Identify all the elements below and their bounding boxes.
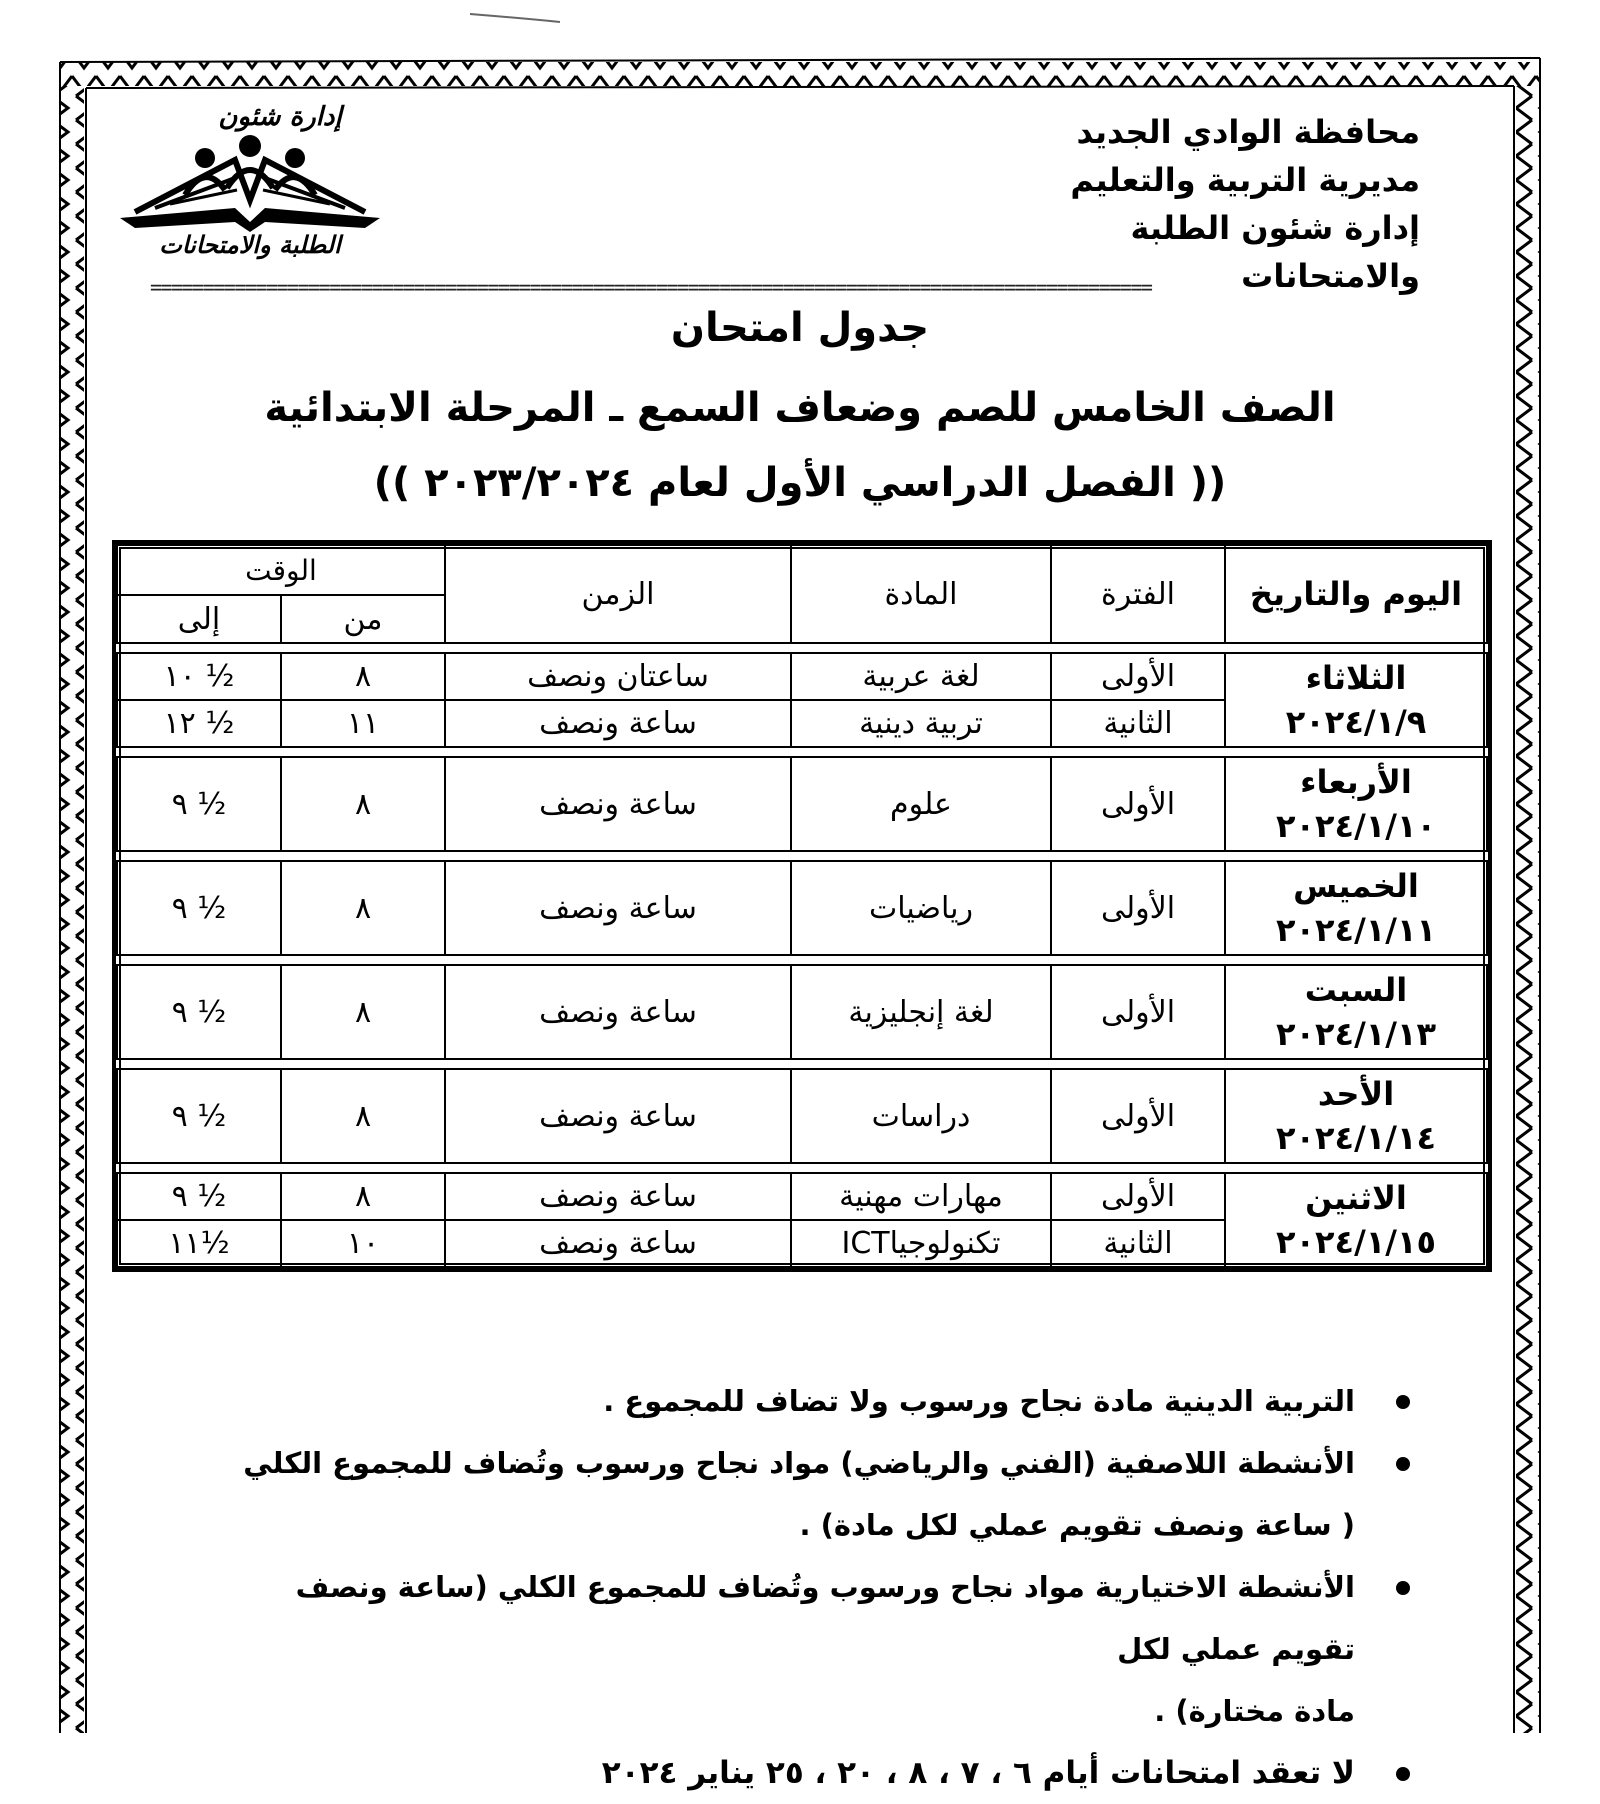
table-row — [117, 1069, 1487, 1163]
subject-cell: مهارات مهنية — [791, 1173, 1051, 1220]
note-extracurricular: الأنشطة اللاصفية (الفني والرياضي) مواد نجاح ورسوب وتُضاف للمجموع الكلي — [210, 1432, 1410, 1494]
document-title: جدول امتحان — [670, 305, 930, 351]
exam-date: ٢٠٢٤/١/٩ — [1285, 703, 1427, 741]
table-row — [117, 653, 1487, 700]
exam-date: ٢٠٢٤/١/١٤ — [1275, 1119, 1437, 1157]
day-name: الاثنين — [1305, 1179, 1407, 1217]
note-religion: التربية الدينية مادة نجاح ورسوب ولا تضاف للمجموع . — [210, 1370, 1410, 1432]
table-row — [117, 861, 1487, 955]
note-extracurricular-cont: ( ساعة ونصف تقويم عملي لكل مادة) . — [799, 1508, 1355, 1542]
table-row — [117, 757, 1487, 851]
day-separator — [117, 747, 1487, 757]
day-separator — [117, 1163, 1487, 1173]
separator-cell — [117, 955, 1487, 965]
logo-bottom-text: الطلبة والامتحانات — [159, 230, 341, 259]
header-day-date-label: اليوم والتاريخ — [1249, 575, 1463, 613]
time-from-cell: ١١ — [281, 700, 445, 747]
period-cell: الأولى — [1051, 1069, 1225, 1163]
table-row — [117, 1173, 1487, 1220]
note-no-exam-days: لا تعقد امتحانات أيام ٦ ، ٧ ، ٨ ، ٢٠ ، ٢٥ يناير ٢٠٢٤ — [210, 1742, 1410, 1804]
duration-cell: ساعة ونصف — [445, 1173, 791, 1220]
time-to-cell: ١٠ ½ — [117, 653, 281, 700]
time-from-cell: ٨ — [281, 861, 445, 955]
day-date-cell — [1225, 757, 1487, 851]
duration-cell: ساعة ونصف — [445, 700, 791, 747]
duration-cell: ساعة ونصف — [445, 1220, 791, 1267]
exam-date: ٢٠٢٤/١/١٣ — [1275, 1015, 1437, 1053]
header-period: الفترة — [1051, 545, 1225, 643]
day-separator — [117, 643, 1487, 653]
separator-cell — [117, 851, 1487, 861]
time-to-cell: ١٢ ½ — [117, 700, 281, 747]
period-cell: الأولى — [1051, 861, 1225, 955]
separator-cell — [117, 1059, 1487, 1069]
time-from-cell: ٨ — [281, 965, 445, 1059]
time-to-cell: ٩ ½ — [117, 757, 281, 851]
day-date-cell — [1225, 861, 1487, 955]
institution-header — [1000, 108, 1420, 300]
day-date-cell — [1225, 965, 1487, 1059]
duration-cell: ساعة ونصف — [445, 861, 791, 955]
duration-cell: ساعتان ونصف — [445, 653, 791, 700]
document-subtitle: الصف الخامس للصم وضعاف السمع ـ المرحلة الابتدائية — [264, 385, 1336, 431]
table-row — [117, 965, 1487, 1059]
time-from-cell: ٨ — [281, 653, 445, 700]
header-duration: الزمن — [445, 545, 791, 643]
exam-schedule-table — [112, 540, 1492, 1272]
time-to-cell: ٩ ½ — [117, 965, 281, 1059]
separator-cell — [117, 643, 1487, 653]
department-logo — [115, 100, 385, 275]
time-from-cell: ٨ — [281, 1069, 445, 1163]
subject-cell: رياضيات — [791, 861, 1051, 955]
subject-cell: لغة إنجليزية — [791, 965, 1051, 1059]
exam-date: ٢٠٢٤/١/١١ — [1275, 911, 1437, 949]
day-separator — [117, 851, 1487, 861]
subject-cell: لغة عربية — [791, 653, 1051, 700]
duration-cell: ساعة ونصف — [445, 1069, 791, 1163]
subject-cell: تربية دينية — [791, 700, 1051, 747]
notes-list — [210, 1370, 1410, 1804]
exam-date: ٢٠٢٤/١/١٥ — [1275, 1223, 1437, 1261]
time-to-cell: ١١½ — [117, 1220, 281, 1267]
time-to-cell: ٩ ½ — [117, 1069, 281, 1163]
note-elective-cont: مادة مختارة) . — [1154, 1694, 1355, 1728]
day-name: الأربعاء — [1300, 763, 1412, 801]
day-separator — [117, 1059, 1487, 1069]
subject-cell: تكنولوجياICT — [791, 1220, 1051, 1267]
period-cell: الأولى — [1051, 653, 1225, 700]
academic-term: (( الفصل الدراسي الأول لعام ٢٠٢٣/٢٠٢٤ )) — [373, 460, 1227, 506]
day-separator — [117, 955, 1487, 965]
period-cell: الأولى — [1051, 1173, 1225, 1220]
period-cell: الأولى — [1051, 965, 1225, 1059]
header-divider: =============================================================================================== — [150, 280, 1152, 294]
time-to-cell: ٩ ½ — [117, 1173, 281, 1220]
header-subject: المادة — [791, 545, 1051, 643]
period-cell: الأولى — [1051, 757, 1225, 851]
governorate-name: محافظة الوادي الجديد — [1076, 113, 1420, 151]
logo-top-text: إدارة شئون — [218, 102, 342, 132]
time-from-cell: ١٠ — [281, 1220, 445, 1267]
day-name: الأحد — [1317, 1075, 1395, 1113]
header-from: من — [281, 595, 445, 643]
day-name: السبت — [1304, 971, 1408, 1009]
day-name: الثلاثاء — [1305, 659, 1407, 697]
day-date-cell — [1225, 1069, 1487, 1163]
period-cell: الثانية — [1051, 700, 1225, 747]
header-day-date — [1225, 545, 1487, 643]
header-to: إلى — [117, 595, 281, 643]
note-elective: الأنشطة الاختيارية مواد نجاح ورسوب وتُضاف للمجموع الكلي (ساعة ونصف تقويم عملي لكل — [210, 1556, 1410, 1680]
subject-cell: علوم — [791, 757, 1051, 851]
duration-cell: ساعة ونصف — [445, 757, 791, 851]
separator-cell — [117, 747, 1487, 757]
directorate-name: مديرية التربية والتعليم — [1070, 161, 1420, 199]
period-cell: الثانية — [1051, 1220, 1225, 1267]
subject-cell: دراسات — [791, 1069, 1051, 1163]
time-to-cell: ٩ ½ — [117, 861, 281, 955]
header-time: الوقت — [117, 545, 445, 595]
time-from-cell: ٨ — [281, 1173, 445, 1220]
day-name: الخميس — [1293, 867, 1419, 905]
exam-date: ٢٠٢٤/١/١٠ — [1275, 807, 1437, 845]
duration-cell: ساعة ونصف — [445, 965, 791, 1059]
department-name: إدارة شئون الطلبة والامتحانات — [1130, 209, 1420, 295]
day-date-cell — [1225, 653, 1487, 747]
day-date-cell — [1225, 1173, 1487, 1267]
separator-cell — [117, 1163, 1487, 1173]
time-from-cell: ٨ — [281, 757, 445, 851]
